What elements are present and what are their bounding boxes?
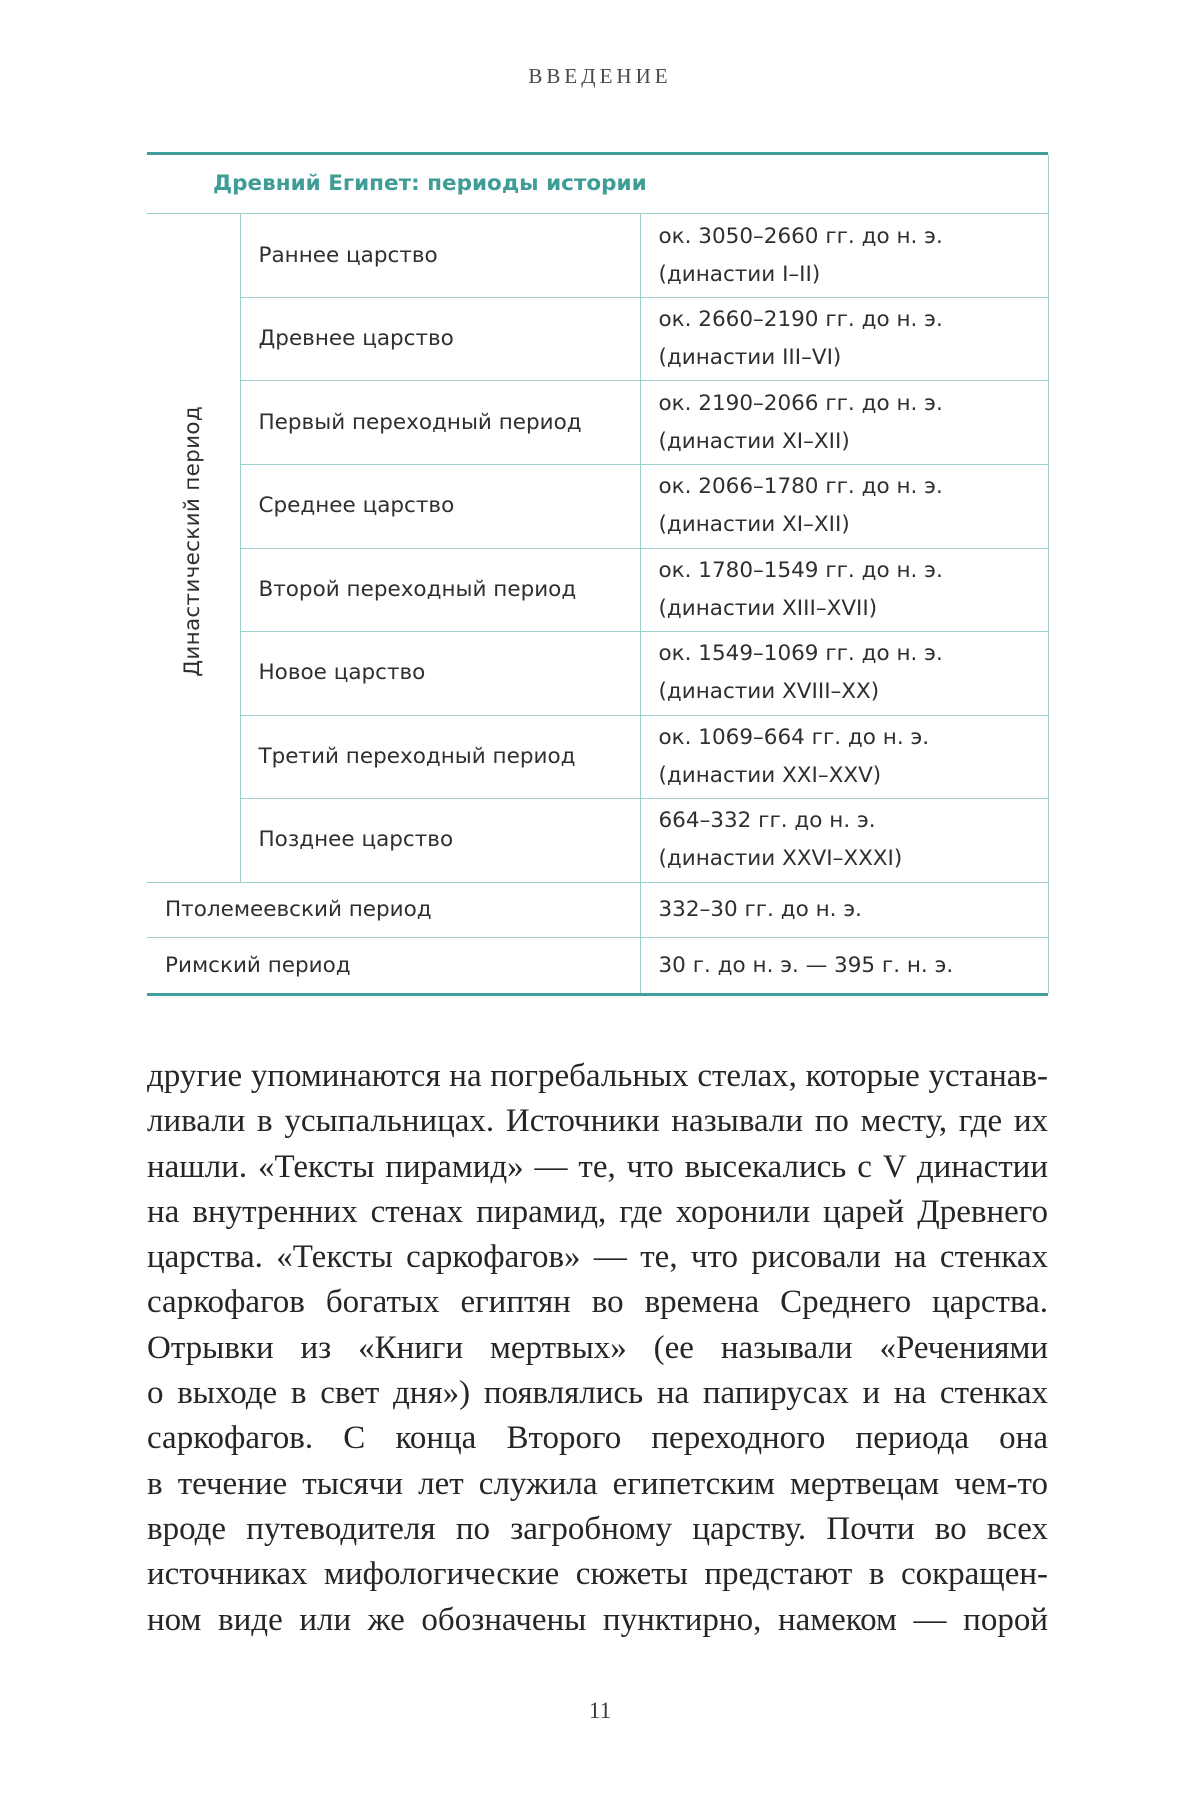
body-line: царства. «Тексты саркофагов» — те, что рисовали на стенках: [147, 1239, 1048, 1276]
period-dates-cell: [640, 715, 1048, 799]
period-dates: 332–30 гг. до н. э.: [640, 882, 1048, 937]
period-dates-cell: [640, 297, 1048, 381]
period-name: Птолемеевский период: [147, 882, 640, 937]
table-row: [147, 632, 1048, 716]
dynastic-period-cell: [147, 214, 240, 882]
table-row: [147, 882, 1048, 937]
period-name: Позднее царство: [240, 799, 640, 883]
period-dynasties: (династии XXVI–XXXI): [658, 846, 903, 872]
period-dates-cell: [640, 799, 1048, 883]
period-name: Римский период: [147, 938, 640, 993]
table-title-row: [147, 155, 1048, 214]
body-line: саркофагов. С конца Второго переходного периода она: [147, 1420, 1048, 1457]
table-row: [147, 938, 1048, 993]
body-line: ном виде или же обозначены пунктирно, намеком — порой: [147, 1601, 1048, 1638]
table-title: Древний Египет: периоды истории: [147, 155, 1048, 214]
table-row: [147, 548, 1048, 632]
period-dynasties: (династии XI–XII): [658, 512, 850, 538]
period-dates-cell: [640, 548, 1048, 632]
dynastic-period-label: Династический период: [180, 406, 206, 677]
period-name: Новое царство: [240, 632, 640, 716]
body-line: саркофагов богатых египтян во времена Среднего царства.: [147, 1284, 1048, 1321]
body-line: в течение тысячи лет служила египетским мертвецам чем-то: [147, 1465, 1048, 1502]
period-dates-cell: [640, 632, 1048, 716]
body-line: ливали в усыпальницах. Источники называли по месту, где их: [147, 1103, 1048, 1140]
period-dates: ок. 1549–1069 гг. до н. э.: [658, 641, 943, 667]
periods-table: [147, 152, 1048, 996]
period-name: Третий переходный период: [240, 715, 640, 799]
body-line: Отрывки из «Книги мертвых» (ее называли «Речениями: [147, 1329, 1048, 1366]
period-dynasties: (династии XVIII–XX): [658, 679, 880, 705]
body-line: источниках мифологические сюжеты предстают в сокращен-: [147, 1556, 1048, 1593]
period-dates: ок. 1069–664 гг. до н. э.: [658, 724, 930, 750]
period-dates: ок. 3050–2660 гг. до н. э.: [658, 223, 943, 249]
period-dynasties: (династии XI–XII): [658, 428, 850, 454]
period-name: Первый переходный период: [240, 381, 640, 465]
periods-table-grid: [147, 155, 1049, 993]
period-dates-cell: [640, 465, 1048, 549]
period-dates-cell: [640, 214, 1048, 298]
body-line: о выходе в свет дня») появлялись на папирусах и на стенках: [147, 1375, 1048, 1412]
period-dates: ок. 2660–2190 гг. до н. э.: [658, 307, 943, 333]
period-dates: ок. 1780–1549 гг. до н. э.: [658, 557, 943, 583]
body-line: нашли. «Тексты пирамид» — те, что высекались с V династии: [147, 1148, 1048, 1185]
period-name: Второй переходный период: [240, 548, 640, 632]
table-row: [147, 715, 1048, 799]
period-dates: 664–332 гг. до н. э.: [658, 808, 876, 834]
body-line: другие упоминаются на погребальных стелах, которые устанав-: [147, 1058, 1048, 1094]
period-dynasties: (династии III–VI): [658, 345, 842, 371]
period-name: Среднее царство: [240, 465, 640, 549]
period-dynasties: (династии XIII–XVII): [658, 595, 878, 621]
table-row: [147, 297, 1048, 381]
page-number: 11: [588, 1698, 612, 1723]
running-head: ВВЕДЕНИЕ: [528, 64, 672, 88]
period-dynasties: (династии I–II): [658, 261, 821, 287]
period-dates: 30 г. до н. э. — 395 г. н. э.: [640, 938, 1048, 993]
body-line: на внутренних стенах пирамид, где хоронили царей Древнего: [147, 1193, 1048, 1230]
period-dates: ок. 2190–2066 гг. до н. э.: [658, 390, 943, 416]
period-name: Древнее царство: [240, 297, 640, 381]
table-row: [147, 799, 1048, 883]
period-dates: ок. 2066–1780 гг. до н. э.: [658, 474, 943, 500]
period-name: Раннее царство: [240, 214, 640, 298]
period-dynasties: (династии XXI–XXV): [658, 762, 882, 788]
table-row: [147, 214, 1048, 298]
body-text: [147, 1054, 1048, 1643]
period-dates-cell: [640, 381, 1048, 465]
table-row: [147, 465, 1048, 549]
table-row: [147, 381, 1048, 465]
body-line: вроде путеводителя по загробному царству. Почти во всех: [147, 1510, 1048, 1547]
